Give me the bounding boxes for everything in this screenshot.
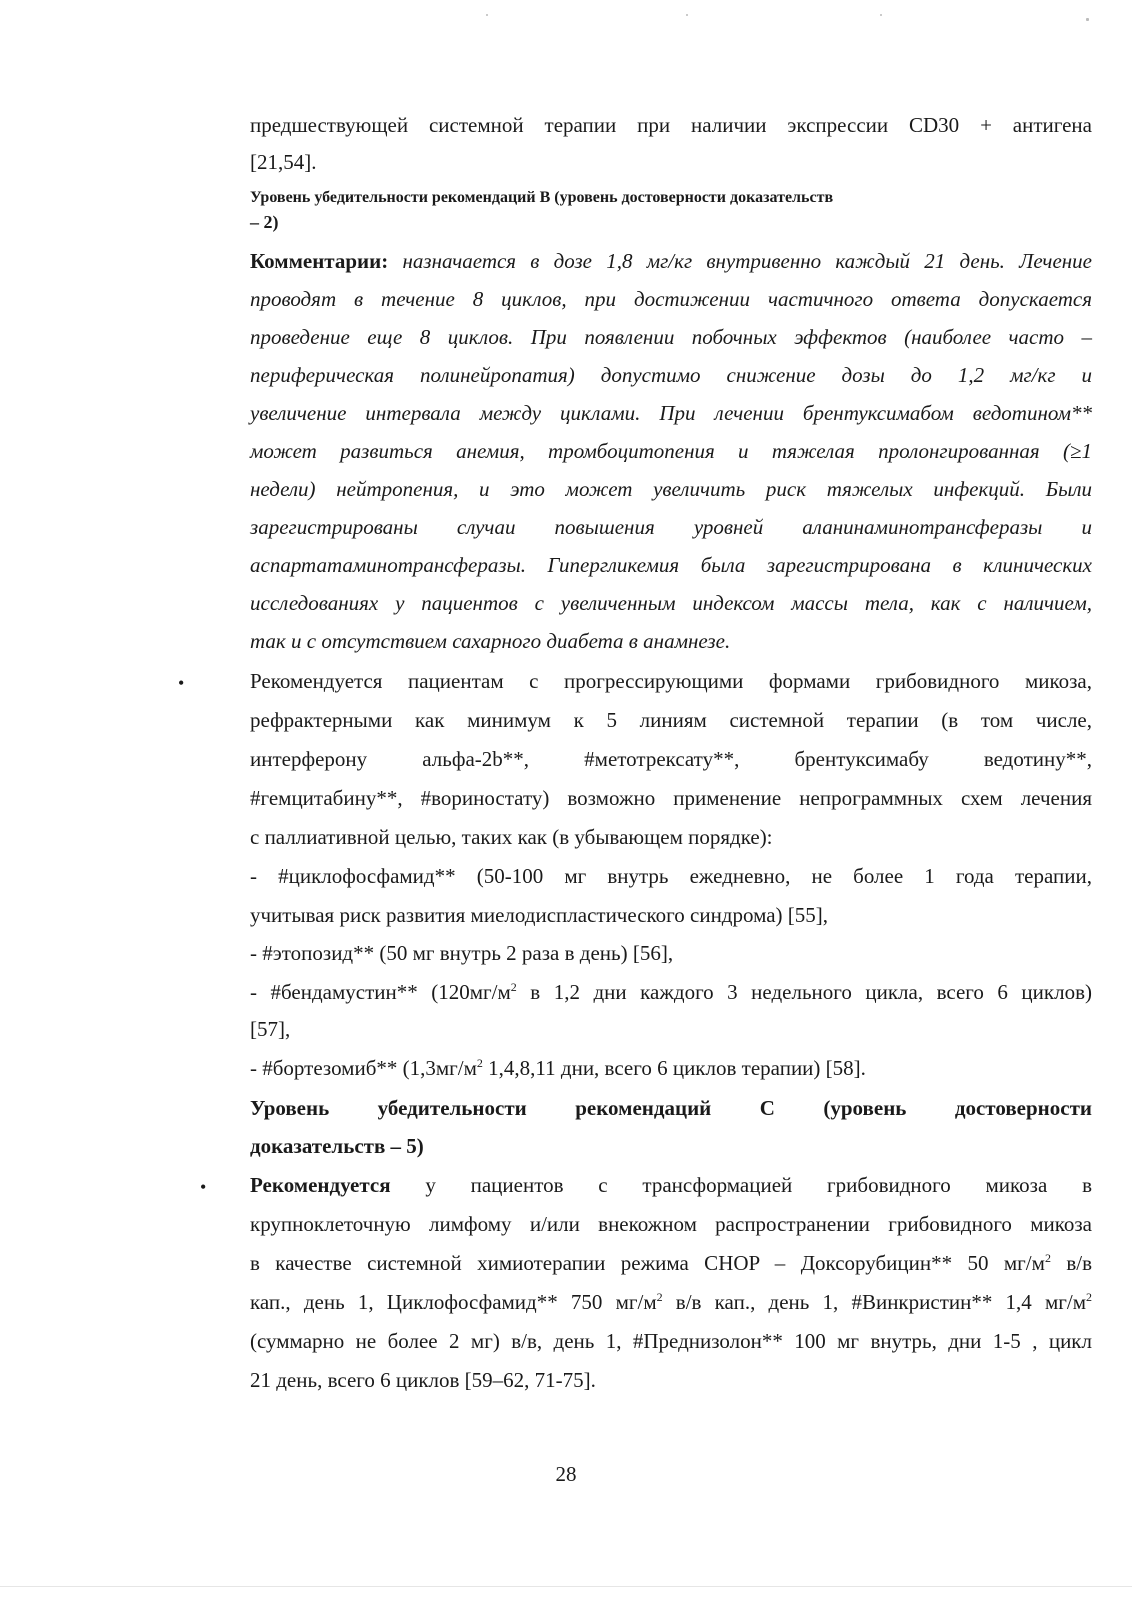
superscript: 2 [1086,1290,1092,1304]
recommendation-line: 21 день, всего 6 циклов [59–62, 71-75]. [250,1368,596,1392]
comment-line: может развиться анемия, тромбоцитопения и тяжелая пролонгированная (≥1 [250,439,1092,463]
recommendation-text: в/в кап., день 1, #Винкристин** 1,4 мг/м [662,1290,1086,1314]
recommendation-text: кап., день 1, Циклофосфамид** 750 мг/м [250,1290,657,1314]
evidence-level-line: доказательств – 5) [250,1134,424,1158]
comment-line: увеличение интервала между циклами. При лечении брентуксимабом ведотином** [250,401,1092,425]
bullet-icon: • [200,1177,207,1197]
recommendation-label: Рекомендуется [250,1173,391,1197]
regimen-text: 1,4,8,11 дни, всего 6 циклов терапии) [58]. [482,1056,866,1080]
superscript: 2 [510,980,517,994]
comment-line: исследованиях у пациентов с увеличенным индексом массы тела, как с наличием, [250,591,1092,615]
regimen-item: - #циклофосфамид** (50-100 мг внутрь ежедневно, не более 1 года терапии, [250,864,1092,888]
comment-line: так и с отсутствием сахарного диабета в анамнезе. [250,629,731,653]
comment-text: назначается в дозе 1,8 мг/кг внутривенно каждый 21 день. Лечение [402,249,1092,273]
regimen-item: учитывая риск развития миелодиспластического синдрома) [55], [250,903,829,927]
superscript: 2 [476,1056,483,1070]
regimen-item: - #этопозид** (50 мг внутрь 2 раза в день) [56], [250,941,674,965]
recommendation-text: в качестве системной химиотерапии режима CHOP – Доксорубицин** 50 мг/м [250,1251,1045,1275]
comment-line: проведение еще 8 циклов. При появлении побочных эффектов (наиболее часто – [250,325,1092,349]
recommendation-text: у пациентов с трансформацией грибовидного микоза в [390,1173,1092,1197]
regimen-text: - #бортезомиб** (1,3мг/м [250,1056,477,1080]
evidence-level-line: Уровень убедительности рекомендаций C (уровень достоверности [250,1096,1092,1120]
recommendation-line: рефрактерными как минимум к 5 линиям системной терапии (в том числе, [250,708,1092,732]
scan-speck [486,14,488,16]
recommendation-line: (суммарно не более 2 мг) в/в, день 1, #Преднизолон** 100 мг внутрь, дни 1-5 , цикл [250,1329,1092,1353]
recommendation-line [250,1248,1092,1278]
recommendation-line: крупноклеточную лимфому и/или внекожном распространении грибовидного микоза [250,1212,1092,1236]
comment-line: периферическая полинейропатия) допустимо снижение дозы до 1,2 мг/кг и [250,363,1092,387]
scan-edge [0,1586,1132,1587]
regimen-item [250,977,1092,1007]
reference-line: [21,54]. [250,150,317,174]
recommendation-line: с паллиативной целью, таких как (в убывающем порядке): [250,825,773,849]
recommendation-line: #гемцитабину**, #вориностату) возможно применение непрограммных схем лечения [250,786,1092,810]
recommendation-text: в/в [1050,1251,1092,1275]
regimen-text: в 1,2 дни каждого 3 недельного цикла, всего 6 циклов) [516,980,1092,1004]
superscript: 2 [656,1290,663,1304]
regimen-item: [57], [250,1017,291,1041]
evidence-level-line: Уровень убедительности рекомендаций B (уровень достоверности доказательств [250,189,834,206]
evidence-level-line: – 2) [250,212,279,232]
comment-label: Комментарии: [250,249,389,273]
comment-line: зарегистрированы случаи повышения уровней аланинаминотрансферазы и [250,515,1092,539]
text-line: предшествующей системной терапии при наличии экспрессии CD30 + антигена [250,113,1092,137]
scan-speck [1086,18,1089,21]
comment-line: недели) нейтропения, и это может увеличить риск тяжелых инфекций. Были [250,477,1092,501]
recommendation-line: Рекомендуется пациентам с прогрессирующими формами грибовидного микоза, [250,669,1092,693]
comment-line [250,246,1092,276]
superscript: 2 [1044,1251,1051,1265]
recommendation-line [250,1287,1092,1317]
recommendation-line [250,1170,1092,1200]
scan-speck [686,14,688,16]
comment-line: проводят в течение 8 циклов, при достижении частичного ответа допускается [250,287,1092,311]
page-number: 28 [555,1462,577,1486]
regimen-text: - #бендамустин** (120мг/м [250,980,511,1004]
scan-speck [880,14,882,16]
bullet-icon: • [178,673,185,693]
recommendation-line: интерферону альфа-2b**, #метотрексату**, брентуксимабу ведотину**, [250,747,1092,771]
comment-line: аспартатаминотрансферазы. Гипергликемия была зарегистрирована в клинических [250,553,1092,577]
regimen-item [250,1053,1092,1083]
